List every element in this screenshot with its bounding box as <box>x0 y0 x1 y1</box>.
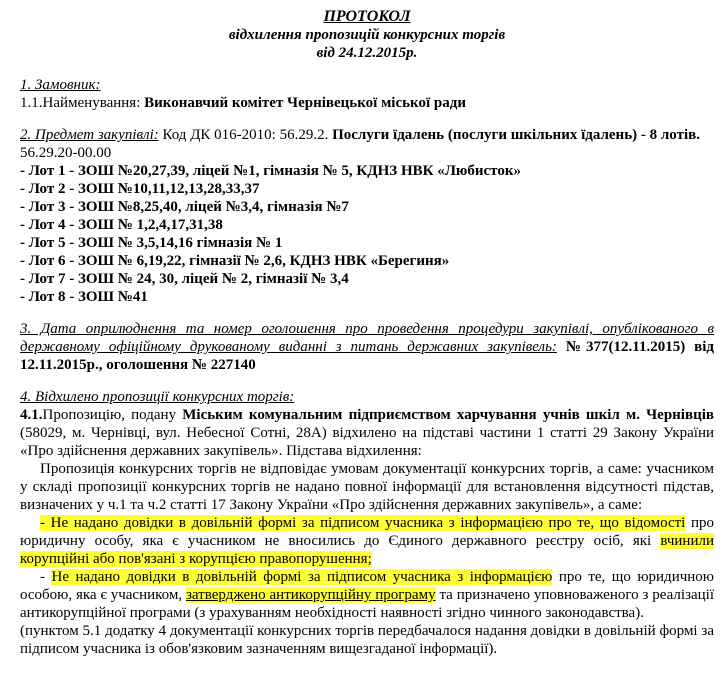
subject-code: Код ДК 016-2010: 56.29.2. <box>158 127 333 143</box>
protocol-document <box>20 8 714 658</box>
section-2-heading: 2. Предмет закупівлі: <box>20 127 159 143</box>
bullet-2-text-a: про те, що юридичною особою, яка є учасником, <box>20 569 714 603</box>
lot-6: - Лот 6 - ЗОШ № 6,19,22, гімназії № 2,6, КДНЗ НВК «Берегиня» <box>20 253 450 269</box>
lot-5: - Лот 5 - ЗОШ № 3,5,14,16 гімназія № 1 <box>20 235 283 251</box>
section-2-text <box>20 126 714 162</box>
bidder-name: Міським комунальним підприємством харчування учнів шкіл м. Чернівців <box>182 407 714 423</box>
customer-name-label: 1.1.Найменування: <box>20 95 145 111</box>
footnote: (пунктом 5.1 додатку 4 документації конкурсних торгів передбачалося надання довідки в довільній формі за підписом учасника із обов'язковим зазначенням вищезгаданої інформації). <box>20 623 714 657</box>
lot-4: - Лот 4 - ЗОШ № 1,2,4,17,31,38 <box>20 217 223 233</box>
section-4-heading: 4. Відхилено пропозиції конкурсних торгів: <box>20 389 295 405</box>
bullet-1-highlight-b: вчинили корупційні або пов'язані з корупцією правопорушення; <box>20 533 714 567</box>
bullet-2-underlined: затверджено антикорупційну програму <box>185 587 436 603</box>
customer-name-line <box>20 94 714 112</box>
bullet-2 <box>20 568 714 622</box>
bullet-2-highlight: Не надано довідки в довільній формі за підписом учасника з інформацією <box>51 569 553 585</box>
lot-2: - Лот 2 - ЗОШ №10,11,12,13,28,33,37 <box>20 181 260 197</box>
lot-7: - Лот 7 - ЗОШ № 24, 30, ліцей № 2, гімназії № 3,4 <box>20 271 349 287</box>
bullet-2-dash: - <box>40 569 52 585</box>
rejection-text-a: Пропозицію, подану <box>42 407 183 423</box>
lot-1: - Лот 1 - ЗОШ №20,27,39, ліцей №1, гімназія № 5, КДНЗ НВК «Любисток» <box>20 163 521 179</box>
lot-8: - Лот 8 - ЗОШ №41 <box>20 289 148 305</box>
rejection-reason: Пропозиція конкурсних торгів не відповідає умовам документації конкурсних торгів, а саме: учасником у складі пропозиції конкурсних торгів не надано повної інформації для встановлення відсутності підстав, визначених у ч.1 та ч.2 статті 17 Закону України «Про здійснення державних закупівель», а саме: <box>20 461 714 513</box>
subject-service: Послуги їдалень (послуги шкільних їдалень) - 8 лотів. <box>332 127 700 143</box>
section-1-heading: 1. Замовник: <box>20 77 101 93</box>
document-date: від 24.12.2015р. <box>316 45 418 61</box>
bullet-1-highlight-a: - Не надано довідки в довільній формі за підписом учасника з інформацією про те, що відомості <box>40 515 686 531</box>
rejection-number: 4.1. <box>20 407 43 423</box>
rejection-paragraph <box>20 406 714 460</box>
document-title: ПРОТОКОЛ <box>323 8 411 25</box>
rejection-text-c: (58029, м. Чернівці, вул. Небесної Сотні, 28А) відхилено на підставі частини 1 статті 29 Закону України «Про здійснення державних закупівель». Підстава відхилення: <box>20 425 714 459</box>
lot-3: - Лот 3 - ЗОШ №8,25,40, ліцей №3,4, гімназія №7 <box>20 199 349 215</box>
section-3-heading: 3. Дата оприлюднення та номер оголошення про проведення процедури закупівлі, опублікованого в державному офіційному друкованому виданні з питань державних закупівель: <box>20 321 714 355</box>
bullet-2-text-b: та призначено уповноваженого з реалізації антикорупційної програми (з урахуванням необхідності наявності згідно чинного законодавства). <box>20 587 715 621</box>
subject-code2: 56.29.20-00.00 <box>20 145 112 161</box>
bullet-1 <box>20 514 714 568</box>
bullet-1-text: про юридичну особу, яка є учасником не вносились до Єдиного державного реєстру осіб, які <box>20 515 715 549</box>
document-subtitle: відхилення пропозицій конкурсних торгів <box>228 27 506 43</box>
announcement-number: №377(12.11.2015) від 12.11.2015р., оголошення № 227140 <box>20 339 714 373</box>
section-3-text <box>20 320 714 374</box>
customer-name-value: Виконавчий комітет Чернівецької міської ради <box>144 95 466 111</box>
